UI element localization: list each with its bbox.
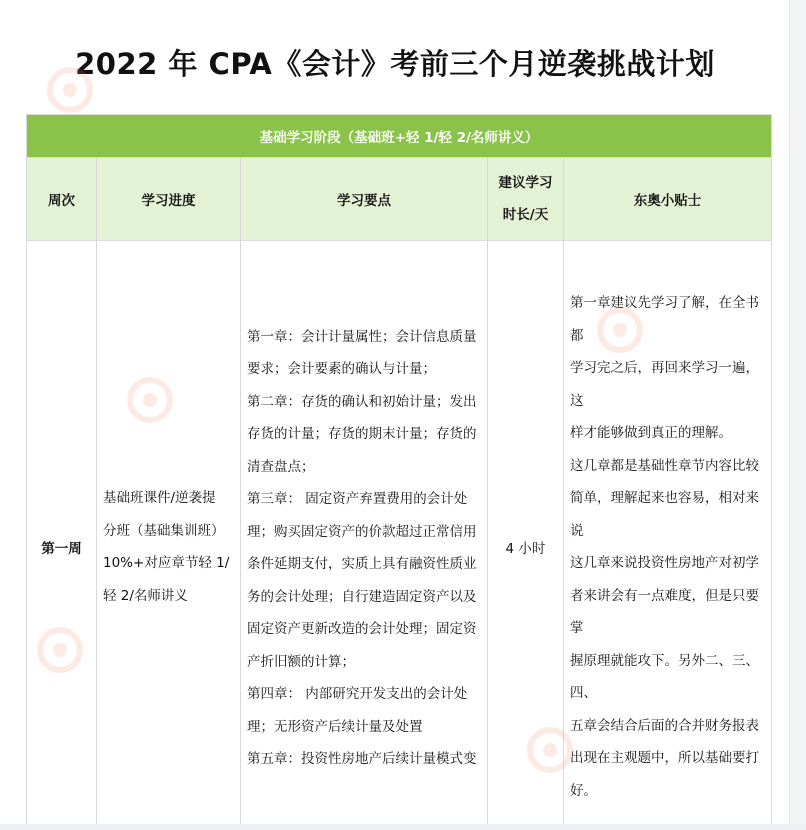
header-points: 学习要点 xyxy=(241,158,488,241)
points-line: 务的会计处理；自行建造固定资产以及 xyxy=(247,588,477,605)
stage-header-row xyxy=(27,115,772,158)
points-line: 清查盘点； xyxy=(247,458,315,475)
tips-line: 这几章都是基础性章节内容比较 xyxy=(570,457,759,474)
study-plan-table xyxy=(26,114,772,830)
points-line: 理；购买固定资产的价款超过正常信用 xyxy=(247,523,477,540)
points-line: 条件延期支付，实质上具有融资性质业 xyxy=(247,556,477,572)
points-line: 产折旧额的计算； xyxy=(247,653,355,670)
progress-cell xyxy=(97,241,241,830)
progress-line: 10%+对应章节轻 1/ xyxy=(103,555,230,571)
points-cell xyxy=(241,241,488,830)
tips-line: 者来讲会有一点难度，但是只要掌 xyxy=(570,587,759,636)
points-line: 第五章：投资性房地产后续计量模式变 xyxy=(247,751,477,767)
points-line: 第四章： 内部研究开发支出的会计处 xyxy=(247,686,468,702)
stage-title: 基础学习阶段（基础班+轻 1/轻 2/名师讲义） xyxy=(27,115,772,158)
points-line: 第二章：存货的确认和初始计量；发出 xyxy=(247,393,477,410)
tips-cell xyxy=(564,241,772,830)
points-line: 理；无形资产后续计量及处置 xyxy=(247,718,423,735)
tips-line: 简单，理解起来也容易，相对来说 xyxy=(570,490,759,539)
header-hours-line1: 建议学习 xyxy=(498,175,553,191)
points-line: 固定资产更新改造的会计处理；固定资 xyxy=(247,621,477,637)
points-line: 第三章： 固定资产弃置费用的会计处 xyxy=(247,491,468,507)
progress-line: 基础班课件/逆袭提 xyxy=(103,490,216,506)
header-hours xyxy=(488,158,564,241)
column-header-row xyxy=(27,158,772,241)
header-progress: 学习进度 xyxy=(97,158,241,241)
table-row xyxy=(27,241,772,830)
header-hours-line2: 时长/天 xyxy=(502,207,549,223)
points-line: 第一章：会计计量属性；会计信息质量 xyxy=(247,328,477,345)
scrollbar-track[interactable] xyxy=(789,0,806,830)
tips-line: 学习完之后，再回来学习一遍，这 xyxy=(570,360,759,409)
points-line: 要求；会计要素的确认与计量； xyxy=(247,361,436,377)
tips-line: 第一章建议先学习了解，在全书都 xyxy=(570,295,759,344)
tips-line: 五章会结合后面的合并财务报表 xyxy=(570,717,759,734)
progress-line: 轻 2/名师讲义 xyxy=(103,587,188,604)
tips-line: 握原理就能攻下。另外二、三、四、 xyxy=(570,652,759,701)
header-tips: 东奥小贴士 xyxy=(564,158,772,241)
points-line: 存货的计量；存货的期末计量；存货的 xyxy=(247,426,477,442)
tips-line: 样才能够做到真正的理解。 xyxy=(570,425,732,441)
document-title: 2022 年 CPA《会计》考前三个月逆袭挑战计划 xyxy=(75,47,715,81)
tips-line: 出现在主观题中，所以基础要打 xyxy=(570,750,759,766)
progress-line: 分班（基础集训班） xyxy=(103,522,225,539)
header-week: 周次 xyxy=(27,158,97,241)
hours-cell: 4 小时 xyxy=(488,241,564,830)
tips-line: 好。 xyxy=(570,782,597,799)
bottom-edge-strip xyxy=(0,824,806,830)
week-cell: 第一周 xyxy=(27,241,97,830)
tips-line: 这几章来说投资性房地产对初学 xyxy=(570,555,759,571)
